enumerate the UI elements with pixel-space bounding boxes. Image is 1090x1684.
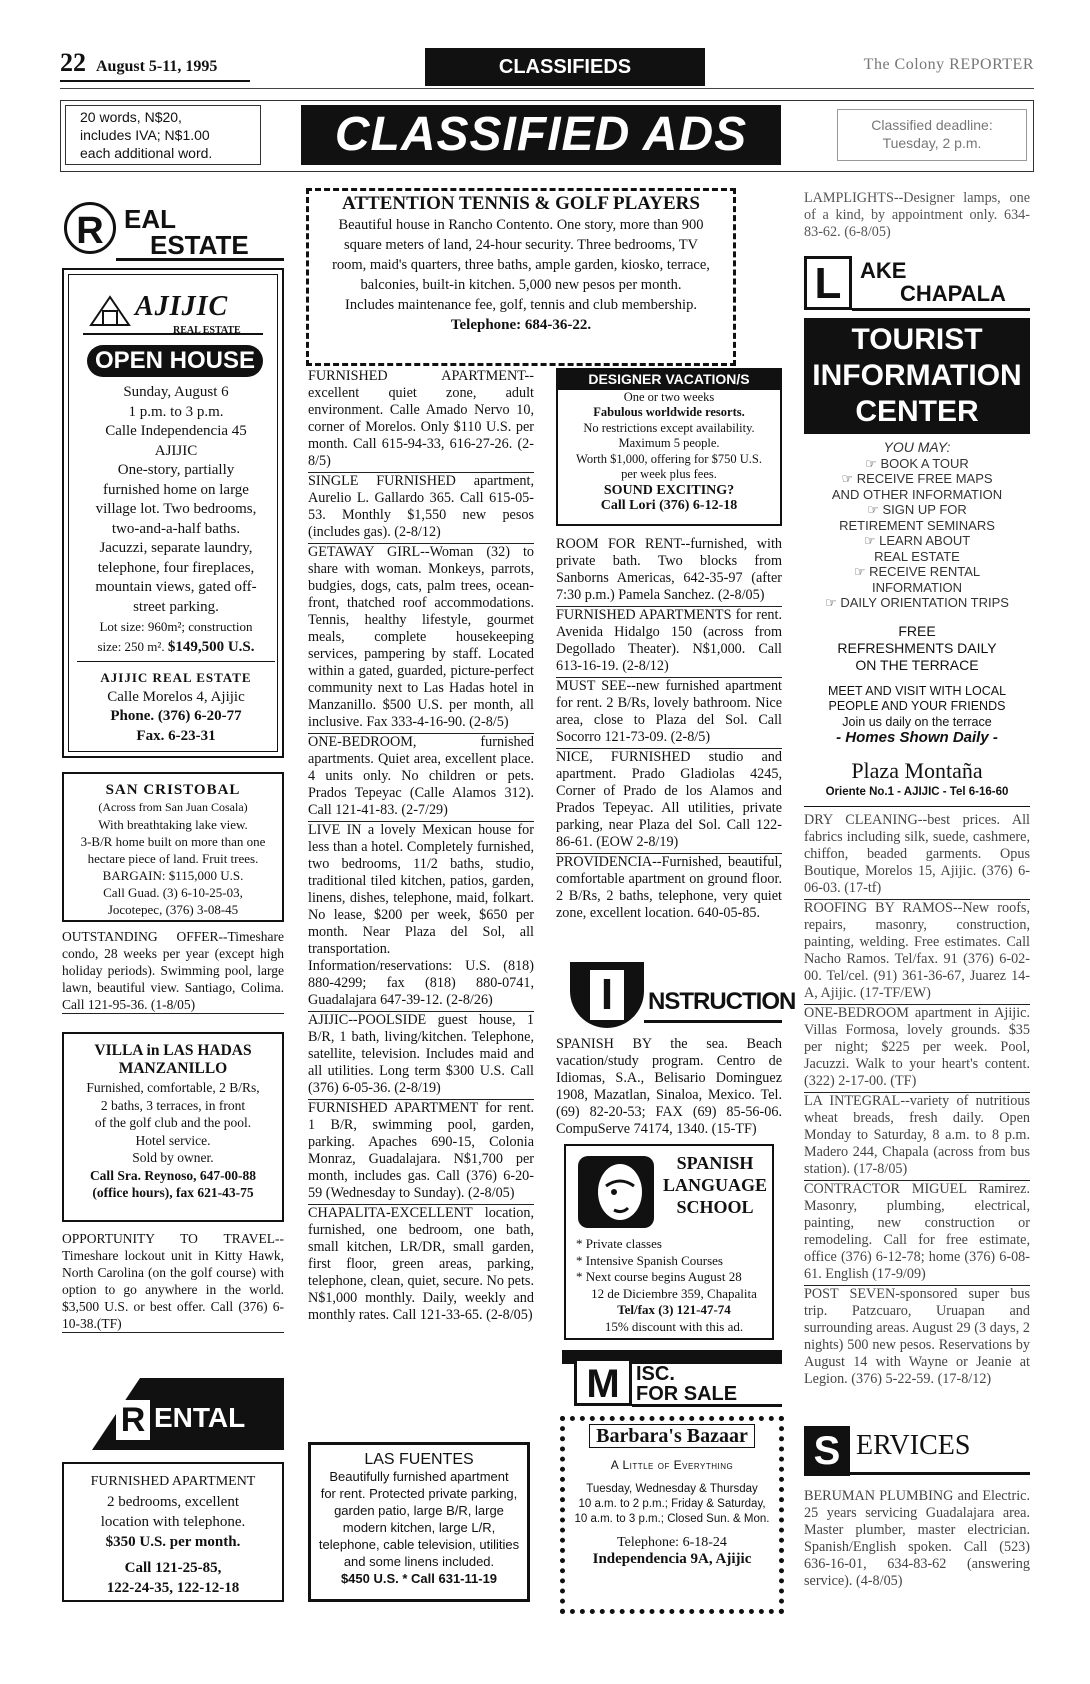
agency-address: Calle Morelos 4, Ajijic — [107, 688, 245, 705]
plaza-montana: Plaza Montaña — [851, 757, 983, 783]
ad-line: 2 baths, 3 terraces, in front — [100, 1097, 246, 1113]
designer-vacations-ad — [556, 368, 782, 526]
ad-line: telephone, four fireplaces, — [97, 559, 255, 576]
meet-line: PEOPLE AND YOUR FRIENDS — [828, 699, 1006, 713]
ad-line: per week plus fees. — [621, 467, 717, 481]
rates-line: 20 words, N$20, — [80, 109, 182, 125]
ad-line: (Across from San Juan Cosala) — [98, 800, 248, 814]
classified-entry: ONE-BEDROOM, furnished apartments. Quiet area, excellent place. 4 units only. No children or pets. Prados Tepeyac (Calle Alamos 312). Call 121-41-83. (2-7/29) — [308, 734, 534, 822]
bazaar-phone: Telephone: 6-18-24 — [617, 1535, 727, 1550]
school-discount: 15% discount with this ad. — [604, 1318, 744, 1334]
tourist-banner — [804, 318, 1030, 434]
ad-line: Worth $1,000, offering for $750 U.S. — [576, 451, 762, 466]
ad-line: village lot. Two bedrooms, — [95, 501, 257, 517]
designer-call: Call Lori (376) 6-12-18 — [600, 498, 738, 513]
tourist-item: AND OTHER INFORMATION — [831, 486, 1003, 502]
ad-line: street parking. — [133, 598, 219, 615]
ad-title: FURNISHED APARTMENT — [90, 1474, 256, 1489]
tennis-phone: Telephone: 684-36-22. — [450, 317, 592, 333]
ad-line: modern kitchen, large L/R, — [342, 1520, 496, 1535]
meet-line: MEET AND VISIT WITH LOCAL — [827, 683, 1007, 698]
ad-line: Sold by owner. — [132, 1150, 214, 1165]
face-logo-icon — [576, 1154, 656, 1230]
ad-title: VILLA in LAS HADAS — [94, 1042, 252, 1059]
you-may: YOU MAY: — [883, 439, 951, 455]
classified-entry: ONE-BEDROOM apartment in Ajijic. Villas Formosa, lovely grounds. $35 per night; $225 per week. Pool, Jacuzzi. Walk to your heart's content. (322) 2-17-00. (TF) — [804, 1005, 1030, 1093]
free-line: REFRESHMENTS DAILY — [837, 639, 997, 656]
ad-line: 2 bedrooms, excellent — [106, 1494, 240, 1510]
ad-line: of the golf club and the pool. — [94, 1115, 252, 1130]
deadline-box — [837, 109, 1027, 161]
rates-line: each additional word. — [80, 145, 213, 161]
meet-line: Join us daily on the terrace — [842, 714, 992, 729]
lake-letter: L — [804, 256, 852, 310]
classified-entry: LA INTEGRAL--variety of nutritious wheat breads, fresh daily. Open Monday to Saturday, 8 a.m. to 8 p.m. Madero 244, Chapala (across from bus station). (17-8/05) — [804, 1093, 1030, 1181]
ad-line: Call Guad. (3) 6-10-25-03, — [103, 885, 243, 900]
ad-line: Calle Independencia 45 — [105, 423, 247, 439]
classified-entry: PROVIDENCIA--Furnished, beautiful, comfortable apartment on ground floor. 2 B/Rs, 2 baths, telephone, very quiet zone, excellent location. 640-05-85. — [556, 854, 782, 921]
free-line: ON THE TERRACE — [855, 656, 979, 673]
plaza-address: Oriente No.1 - AJIJIC - Tel 6-16-60 — [825, 785, 1009, 798]
tourist-title: CENTER — [855, 395, 979, 428]
ad-title: SAN CRISTOBAL — [105, 782, 241, 798]
ad-line: One or two weeks — [623, 389, 715, 404]
column-4 — [804, 812, 1030, 1388]
page-number: 22 — [60, 48, 86, 77]
ajijic-logo: AJIJIC — [135, 291, 229, 322]
ad-line: furnished home on large — [103, 481, 249, 498]
ad-line: garden patio, large B/R, large — [334, 1503, 504, 1518]
misc-for-sale-header — [562, 1350, 782, 1406]
lake-label2: CHAPALA — [900, 281, 1006, 306]
rates-box — [65, 105, 261, 165]
lake-chapala-header — [804, 250, 1030, 316]
services-label: ERVICES — [856, 1430, 971, 1461]
bazaar-address: Independencia 9A, Ajijic — [592, 1551, 752, 1567]
instruction-header — [570, 962, 796, 1028]
ad-line: AJIJIC — [154, 442, 198, 459]
ad-title: LAS FUENTES — [364, 1451, 474, 1468]
ad-line: Jocotepec, (376) 3-08-45 — [107, 902, 239, 917]
agency-name: AJIJIC REAL ESTATE — [100, 670, 252, 685]
agency-fax: Fax. 6-23-31 — [136, 727, 216, 744]
classified-entry: AJIJIC--POOLSIDE guest house, 1 B/R, 1 bath, living/kitchen. Telephone, satellite, television. Includes maid and all utilities. Long term $300 U.S. Call (376) 6-05-36. (2-8/19) — [308, 1012, 534, 1100]
school-title: SCHOOL — [676, 1197, 754, 1217]
classified-entry: NICE, FURNISHED studio and apartment. Prado Gladiolas 4245, Corner of Prado de los Alamos and Prados Tepeyac. All utilities, private parking, near Plaza del Sol. Call 122-86-61. (EOW 2-8/19) — [556, 749, 782, 854]
ad-line: 3-B/R home built on more than one — [80, 834, 266, 849]
tennis-golf-ad — [306, 188, 736, 366]
free-line: FREE — [898, 622, 936, 639]
real-estate-letter: R — [64, 202, 116, 254]
real-estate-label2: ESTATE — [150, 230, 249, 260]
ad-line: Beautifully furnished apartment — [329, 1469, 509, 1484]
instruction-label: NSTRUCTION — [648, 988, 796, 1015]
classified-entry: LIVE IN a lovely Mexican house for less than a hotel. Completely furnished, two bedrooms, 11/2 baths, studio, traditional tiled kitchen, patios, garden, linens, dishes, telephone, maid, folkart. No lease, $200 per week, $650 per month. Near Plaza del Sol, all transportation. Information/reservations: U.S. (818) 880-4299; fax (818) 880-0741, Guadalajara 647-39-12. (2-8/26) — [308, 822, 534, 1012]
ad-line: Hotel service. — [135, 1132, 211, 1148]
construction-size: size: 250 m². — [97, 638, 165, 654]
school-title: LANGUAGE — [662, 1175, 767, 1195]
classified-entry: FURNISHED APARTMENT for rent. 1 B/R, swimming pool, garden, parking. Apaches 690-15, Colonia Monraz, Guadalajara. N$1,700 per month, includes gas. Call (376) 6-20-59 (Wednesday to Sunday). (2-8/05) — [308, 1100, 534, 1205]
ad-line: BARGAIN: $115,000 U.S. — [102, 868, 244, 883]
tourist-item: RETIREMENT SEMINARS — [839, 517, 995, 533]
ad-line: Beautiful house in Rancho Contento. One story, more than 900 — [338, 217, 704, 233]
tourist-item: DAILY ORIENTATION TRIPS — [840, 595, 1009, 610]
column-2 — [308, 368, 534, 1324]
rental-label: ENTAL — [154, 1402, 246, 1433]
real-estate-header — [62, 190, 284, 260]
tourist-item: BOOK A TOUR — [880, 455, 969, 471]
outstanding-offer-ad: OUTSTANDING OFFER--Timeshare condo, 28 weeks per year (except high holiday periods). Swimming pool, large lawn, beautiful view. Santiago, Colima. Call 121-95-36. (1-8/05) — [62, 929, 284, 1012]
classified-entry: CONTRACTOR MIGUEL Ramirez. Masonry, plumbing, electrical, painting, new construction or remodeling. Call for free estimate, office (376) 6-12-78; home (376) 6-08-61. English (17-9/09) — [804, 1181, 1030, 1286]
classified-title: CLASSIFIED ADS — [301, 105, 781, 165]
header-band — [60, 100, 1034, 172]
paper-name: The Colony REPORTER — [863, 56, 1034, 73]
spanish-by-sea-ad: SPANISH BY the sea. Beach vacation/study program. Centro de Idiomas, S.A., Belisario Dominguez 1908, Mazatlan, Sinaloa, Mexico. Tel. (69) 82-20-53; FAX (69) 85-56-06. CompuServe 74174, 1340. (15-TF) — [556, 1036, 782, 1137]
ajijic-ad-body — [69, 383, 283, 746]
tourist-item: REAL ESTATE — [874, 548, 960, 564]
tourist-info-ad: TOURIST INFORMATION CENTER YOU MAY: ☞ BOOK A TOUR ☞ RECEIVE FREE MAPS AND OTHER INFORMATION ☞ SIGN UP FOR RETIREMENT SEMINARS ☞ LEARN ABOUT REAL ESTATE ☞ RECEIVE RENTAL INFORMATION ☞ DAILY ORIENTATION TRIPS FREE REFRESHMENTS DAILY ON THE TERRACE MEET AND VISIT WITH LOCAL PEOPLE AND YOUR FRIENDS Join us daily on the terrace - Homes Shown Daily - Plaza Montaña Oriente No.1 - AJIJIC - Tel 6-16-60 — [804, 318, 1030, 802]
ad-line: Includes maintenance fee, golf, tennis and club membership. — [345, 297, 697, 313]
ad-line: for rent. Protected private parking, — [320, 1486, 518, 1501]
ad-line: Jacuzzi, separate laundry, — [99, 540, 253, 556]
section-banner: CLASSIFIEDS — [425, 48, 705, 86]
tourist-item: RECEIVE RENTAL — [869, 564, 981, 579]
villa-call: Call Sra. Reynoso, 647-00-88 — [89, 1167, 257, 1183]
masthead — [60, 48, 1034, 88]
rental-call: Call 121-25-85, — [124, 1560, 222, 1576]
classified-entry: FURNISHED APARTMENTS for rent. Avenida Hidalgo 150 (across from Degollado Theater). N$1,000. Call 613-16-19. (2-8/12) — [556, 607, 782, 678]
house-logo-icon — [87, 291, 133, 327]
ad-line: Fabulous worldwide resorts. — [593, 405, 745, 419]
school-title: SPANISH — [676, 1153, 754, 1173]
sound-exciting: SOUND EXCITING? — [603, 482, 735, 498]
bazaar-title: Barbara's Bazaar — [589, 1424, 755, 1448]
ad-line: telephone, cable television, utilities — [318, 1537, 520, 1552]
ad-line: hectare piece of land. Fruit trees. — [87, 851, 259, 866]
beruman-plumbing-ad: BERUMAN PLUMBING and Electric. 25 years servicing Guadalajara area. Master plumber, master electrician. Spanish/English spoken. Call (523) 636-16-01, 634-83-62 (answering service). (4-8/05) — [804, 1488, 1030, 1589]
ad-line: No restrictions except availability. — [583, 420, 755, 435]
services-letter: S — [804, 1426, 850, 1476]
las-fuentes-ad — [308, 1442, 530, 1602]
bazaar-hours: 10 a.m. to 2 p.m.; Friday & Saturday, — [578, 1498, 766, 1510]
ajijic-real-estate-ad — [62, 268, 284, 758]
classified-entry: POST SEVEN-sponsored super bus trip. Patzcuaro, Uruapan and surrounding areas. August 29 (3 days, 2 nights) 500 new pesos. Reservations by August 14 with Wayne or Jeanie at Legion. (376) 5-22-59. (17-8/12) — [804, 1286, 1030, 1387]
open-house-badge: OPEN HOUSE — [87, 345, 263, 377]
tourist-item: RECEIVE FREE MAPS — [856, 471, 993, 486]
ad-line: Furnished, comfortable, 2 B/Rs, — [86, 1080, 260, 1095]
homes-shown: - Homes Shown Daily - — [836, 729, 998, 746]
ad-title: DESIGNER VACATION/S — [558, 370, 780, 390]
classified-entry: ROOFING BY RAMOS--New roofs, repairs, masonry, construction, painting, welding. Free estimates. Call Nacho Ramos. Tel/fax. 91 (376) 6-02-00. Tel/cel. (91) 361-36-67, Juarez 14-A, Ajijic. (17-TF/EW) — [804, 900, 1030, 1005]
classified-entry: ROOM FOR RENT--furnished, with private bath. Two blocks from Sanborns Americas, 642-35-97 (after 7:30 p.m.) Pamela Sanchez. (2-8/05) — [556, 536, 782, 607]
furnished-apartment-box — [62, 1462, 284, 1602]
classified-entry: CHAPALITA-EXCELLENT location, furnished, one bedroom, one bath, small kitchen, LR/DR, small garden, first floor, green areas, parking, telephone, clean, quiet, secure. No pets. N$1,000 monthly. Daily, weekly and monthly rates. Call 121-33-65. (2-8/05) — [308, 1205, 534, 1323]
ad-title: ATTENTION TENNIS & GOLF PLAYERS — [342, 193, 700, 214]
lot-size: Lot size: 960m²; construction — [99, 619, 253, 634]
spanish-school-ad — [564, 1144, 774, 1340]
villa-call: (office hours), fax 621-43-75 — [92, 1185, 254, 1200]
column-3 — [556, 368, 782, 922]
villa-las-hadas-ad — [62, 1032, 284, 1222]
tourist-title: TOURIST — [851, 323, 983, 356]
school-item: * Next course begins August 28 — [576, 1269, 742, 1284]
services-header — [804, 1422, 1030, 1478]
opportunity-travel-ad: OPPORTUNITY TO TRAVEL--Timeshare lockout unit in Kitty Hawk, North Carolina (on the golf course) with option to go anywhere in the world. $3,500 U.S. or best offer. Call (376) 6-10-38.(TF) — [62, 1231, 284, 1331]
ad-line: square meters of land, 24-hour security. Three bedrooms, TV — [343, 237, 699, 253]
ad-line: balconies, built-in kitchen. 5,000 new pesos per month. — [360, 277, 682, 293]
lake-label1: AKE — [860, 258, 907, 283]
classified-entry: SINGLE FURNISHED apartment, Aurelio L. Gallardo 365. Call 615-05-53. Monthly $1,550 new pesos (includes gas). (2-8/12) — [308, 473, 534, 544]
rental-call: 122-24-35, 122-12-18 — [106, 1580, 240, 1596]
ad-line: Maximum 5 people. — [618, 436, 720, 450]
ad-line: room, maid's quarters, three baths, ample garden, kiosko, terrace, — [332, 257, 710, 273]
school-item: 12 de Diciembre 359, Chapalita — [591, 1285, 757, 1301]
ad-title: MANZANILLO — [118, 1059, 228, 1077]
ajijic-logo-sub: REAL ESTATE — [173, 325, 241, 336]
agency-phone: Phone. (376) 6-20-77 — [110, 708, 242, 724]
misc-label1: ISC. — [636, 1363, 675, 1385]
classified-entry: GETAWAY GIRL--Woman (32) to share with woman. Monkeys, parrots, budgies, dogs, cats, palm trees, ocean-front, thatched roof accommodations. Tennis, healthy lifestyle, gourmet meals, complete housekeeping services, pampering by staff. Located within a gated, guarded, picture-perfect community next to Las Hadas hotel in Manzanillo. $500 U.S. per month, all inclusive. Fax 333-4-16-90. (2-8/5) — [308, 544, 534, 734]
rental-header — [92, 1378, 284, 1450]
school-item: * Intensive Spanish Courses — [576, 1252, 723, 1268]
classified-entry: DRY CLEANING--best prices. All fabrics including silk, suede, cashmere, chiffon, beaded garments. Opus Boutique, Morelos 15, Ajijic. (376) 6-06-03. (17-tf) — [804, 812, 1030, 900]
ad-line: and some linens included. — [343, 1554, 495, 1569]
tourist-title: INFORMATION — [812, 359, 1022, 392]
rental-letter: R — [116, 1400, 150, 1440]
tourist-item: LEARN ABOUT — [879, 533, 971, 548]
issue-date: August 5-11, 1995 — [96, 58, 218, 75]
deadline-line: Classified deadline: — [871, 117, 993, 133]
san-cristobal-ad — [62, 772, 284, 922]
las-fuentes-price: $450 U.S. * Call 631-11-19 — [340, 1571, 498, 1586]
tourist-item: INFORMATION — [871, 579, 963, 595]
misc-label2: FOR SALE — [636, 1383, 738, 1405]
rental-price: $350 U.S. per month. — [105, 1534, 241, 1550]
bazaar-subtitle: A Little of Everything — [610, 1458, 734, 1472]
ad-line: location with telephone. — [100, 1514, 246, 1530]
barbaras-bazaar-ad — [560, 1416, 784, 1614]
classified-entry: MUST SEE--new furnished apartment for rent. 2 B/Rs, lovely bathroom. Nice area, close to Plaza del Sol. Call Socorro 121-73-09. (2-8/5) — [556, 678, 782, 749]
ad-line: One-story, partially — [117, 462, 235, 478]
school-tel: Tel/fax (3) 121-47-74 — [617, 1302, 731, 1317]
real-estate-label1: EAL — [124, 204, 176, 234]
classified-entry: FURNISHED APARTMENT--excellent quiet zone, adult environment. Calle Amado Nervo 10, corner of Morelos. Only $110 U.S. per month. Call 615-94-33, 616-27-26. (2-8/5) — [308, 368, 534, 473]
ad-line: two-and-a-half baths. — [111, 520, 241, 537]
tourist-item: SIGN UP FOR — [882, 502, 967, 517]
lamplights-ad: LAMPLIGHTS--Designer lamps, one of a kind, by appointment only. 634-83-62. (6-8/05) — [804, 190, 1030, 240]
bazaar-hours: 10 a.m. to 3 p.m.; Closed Sun. & Mon. — [574, 1513, 770, 1525]
bazaar-hours: Tuesday, Wednesday & Thursday — [586, 1483, 758, 1495]
ad-line: Sunday, August 6 — [123, 384, 229, 400]
instruction-letter: I — [590, 970, 624, 1020]
deadline-line: Tuesday, 2 p.m. — [882, 135, 982, 151]
ad-line: mountain views, gated off- — [95, 579, 257, 595]
ad-line: With breathtaking lake view. — [98, 817, 248, 832]
misc-letter: M — [574, 1358, 632, 1406]
ajijic-price: $149,500 U.S. — [167, 638, 255, 655]
school-item: * Private classes — [576, 1236, 662, 1251]
rates-line: includes IVA; N$1.00 — [80, 127, 210, 143]
ad-line: 1 p.m. to 3 p.m. — [128, 403, 224, 420]
